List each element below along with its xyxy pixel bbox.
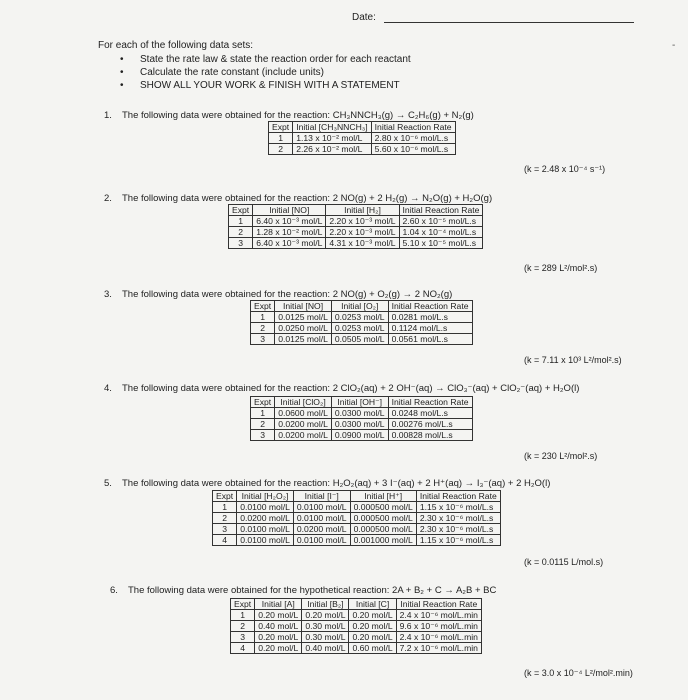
problem-number: 5. bbox=[104, 478, 112, 489]
table-cell: 2.80 x 10⁻⁶ mol/L.s bbox=[371, 133, 455, 144]
table-cell: 2.26 x 10⁻² mol/L bbox=[293, 144, 371, 155]
table-cell: 1.04 x 10⁻⁴ mol/L.s bbox=[399, 227, 483, 238]
table-row bbox=[229, 216, 483, 227]
header-cell: Initial [CH₃NNCH₃] bbox=[293, 122, 371, 133]
table-row bbox=[269, 144, 456, 155]
header-cell: Initial [C] bbox=[349, 599, 396, 610]
problem-1-statement bbox=[104, 110, 474, 121]
table-cell: 0.0100 mol/L bbox=[237, 502, 294, 513]
table-header-row bbox=[251, 397, 473, 408]
problem-text: The following data were obtained for the hypothetical reaction: 2A + B₂ + C → A₂B + BC bbox=[128, 585, 497, 596]
table-cell: 2 bbox=[251, 323, 275, 334]
table-cell: 0.20 mol/L bbox=[255, 610, 302, 621]
table-cell: 1.15 x 10⁻⁶ mol/L.s bbox=[416, 535, 500, 546]
table-cell: 3 bbox=[251, 334, 275, 345]
header-cell: Initial [B₂] bbox=[302, 599, 349, 610]
table-cell: 0.0300 mol/L bbox=[331, 408, 388, 419]
table-cell: 0.0200 mol/L bbox=[293, 524, 350, 535]
instruction-item: • SHOW ALL YOUR WORK & FINISH WITH A STATEMENT bbox=[120, 79, 411, 92]
header-cell: Initial [OH⁻] bbox=[331, 397, 388, 408]
date-line bbox=[384, 22, 634, 23]
header-cell: Initial [H₂] bbox=[326, 205, 399, 216]
problem-text: The following data were obtained for the reaction: 2 NO(g) + O₂(g) → 2 NO₂(g) bbox=[122, 289, 453, 300]
table-cell: 2 bbox=[229, 227, 253, 238]
table-cell: 2.20 x 10⁻³ mol/L bbox=[326, 216, 399, 227]
table-cell: 6.40 x 10⁻³ mol/L bbox=[253, 238, 326, 249]
header-cell: Expt bbox=[231, 599, 255, 610]
table-row bbox=[251, 312, 473, 323]
table-cell: 0.0200 mol/L bbox=[237, 513, 294, 524]
table-row bbox=[251, 323, 473, 334]
instructions-list bbox=[120, 53, 411, 92]
table-row bbox=[231, 643, 482, 654]
table-cell: 2.30 x 10⁻⁶ mol/L.s bbox=[416, 524, 500, 535]
problem-text: The following data were obtained for the reaction: CH₃NNCH₃(g) → C₂H₆(g) + N₂(g) bbox=[122, 110, 474, 121]
table-cell: 0.0600 mol/L bbox=[275, 408, 332, 419]
corner-mark: - bbox=[672, 40, 676, 51]
table-row bbox=[231, 632, 482, 643]
table-cell: 0.000500 mol/L bbox=[350, 513, 416, 524]
table-header-row bbox=[213, 491, 501, 502]
table-cell: 3 bbox=[229, 238, 253, 249]
table-cell: 4.31 x 10⁻³ mol/L bbox=[326, 238, 399, 249]
header-cell: Initial [A] bbox=[255, 599, 302, 610]
problem-2-answer: (k = 289 L²/mol².s) bbox=[524, 263, 598, 273]
table-cell: 0.0248 mol/L.s bbox=[388, 408, 472, 419]
table-cell: 2.60 x 10⁻⁵ mol/L.s bbox=[399, 216, 483, 227]
table-cell: 9.6 x 10⁻⁶ mol/L.min bbox=[396, 621, 481, 632]
table-cell: 0.0253 mol/L bbox=[331, 312, 388, 323]
table-row bbox=[213, 524, 501, 535]
header-cell: Expt bbox=[213, 491, 237, 502]
problem-3-answer: (k = 7.11 x 10³ L²/mol².s) bbox=[524, 355, 622, 365]
table-header-row bbox=[229, 205, 483, 216]
problem-3-table bbox=[250, 300, 473, 345]
table-cell: 1.28 x 10⁻² mol/L bbox=[253, 227, 326, 238]
table-cell: 1 bbox=[213, 502, 237, 513]
table-cell: 0.0900 mol/L bbox=[331, 430, 388, 441]
table-cell: 0.0200 mol/L bbox=[275, 419, 332, 430]
table-cell: 0.20 mol/L bbox=[349, 610, 396, 621]
header-cell: Expt bbox=[229, 205, 253, 216]
table-row bbox=[213, 502, 501, 513]
table-cell: 2 bbox=[213, 513, 237, 524]
table-cell: 1.13 x 10⁻² mol/L bbox=[293, 133, 371, 144]
header-cell: Initial [H₂O₂] bbox=[237, 491, 294, 502]
problem-6-table bbox=[230, 598, 482, 654]
problem-text: The following data were obtained for the reaction: H₂O₂(aq) + 3 I⁻(aq) + 2 H⁺(aq) → I₃⁻(aq) + 2 H₂O(l) bbox=[122, 478, 551, 489]
table-cell: 0.0300 mol/L bbox=[331, 419, 388, 430]
header-cell: Initial Reaction Rate bbox=[399, 205, 483, 216]
problem-4-statement bbox=[104, 383, 579, 394]
table-cell: 1 bbox=[251, 408, 275, 419]
table-cell: 0.001000 mol/L bbox=[350, 535, 416, 546]
table-cell: 2.30 x 10⁻⁶ mol/L.s bbox=[416, 513, 500, 524]
table-cell: 0.0505 mol/L bbox=[331, 334, 388, 345]
table-cell: 3 bbox=[231, 632, 255, 643]
table-cell: 6.40 x 10⁻³ mol/L bbox=[253, 216, 326, 227]
problem-2-table bbox=[228, 204, 483, 249]
table-row bbox=[251, 334, 473, 345]
table-cell: 2.20 x 10⁻³ mol/L bbox=[326, 227, 399, 238]
table-cell: 0.0100 mol/L bbox=[293, 502, 350, 513]
table-cell: 0.0100 mol/L bbox=[293, 535, 350, 546]
header-cell: Expt bbox=[251, 301, 275, 312]
problem-5-table bbox=[212, 490, 501, 546]
header-cell: Initial Reaction Rate bbox=[396, 599, 481, 610]
problem-number: 1. bbox=[104, 110, 112, 121]
table-row bbox=[251, 419, 473, 430]
date-label: Date: bbox=[352, 12, 376, 23]
table-cell: 0.40 mol/L bbox=[255, 621, 302, 632]
table-cell: 0.20 mol/L bbox=[255, 632, 302, 643]
instructions-intro: For each of the following data sets: bbox=[98, 40, 254, 51]
table-cell: 0.0125 mol/L bbox=[275, 312, 332, 323]
table-cell: 0.30 mol/L bbox=[302, 632, 349, 643]
problem-4-answer: (k = 230 L²/mol².s) bbox=[524, 451, 598, 461]
header-cell: Initial [I⁻] bbox=[293, 491, 350, 502]
table-cell: 5.60 x 10⁻⁶ mol/L.s bbox=[371, 144, 455, 155]
table-cell: 0.20 mol/L bbox=[255, 643, 302, 654]
table-cell: 0.00828 mol/L.s bbox=[388, 430, 472, 441]
header-cell: Initial Reaction Rate bbox=[388, 397, 472, 408]
header-cell: Initial [O₂] bbox=[331, 301, 388, 312]
table-cell: 0.0100 mol/L bbox=[237, 535, 294, 546]
header-cell: Initial [NO] bbox=[275, 301, 332, 312]
table-cell: 0.0125 mol/L bbox=[275, 334, 332, 345]
header-cell: Initial Reaction Rate bbox=[371, 122, 455, 133]
table-cell: 0.20 mol/L bbox=[349, 621, 396, 632]
table-cell: 0.0253 mol/L bbox=[331, 323, 388, 334]
table-cell: 7.2 x 10⁻⁶ mol/L.min bbox=[396, 643, 481, 654]
problem-number: 6. bbox=[110, 585, 118, 596]
header-cell: Initial [NO] bbox=[253, 205, 326, 216]
problem-2-statement bbox=[104, 193, 492, 204]
problem-number: 2. bbox=[104, 193, 112, 204]
table-cell: 0.000500 mol/L bbox=[350, 502, 416, 513]
instruction-item: • Calculate the rate constant (include units) bbox=[120, 66, 411, 79]
table-cell: 3 bbox=[251, 430, 275, 441]
header-cell: Expt bbox=[269, 122, 293, 133]
table-row bbox=[213, 535, 501, 546]
table-cell: 4 bbox=[213, 535, 237, 546]
table-row bbox=[231, 621, 482, 632]
table-header-row bbox=[251, 301, 473, 312]
table-cell: 0.0250 mol/L bbox=[275, 323, 332, 334]
problem-number: 4. bbox=[104, 383, 112, 394]
header-cell: Initial [H⁺] bbox=[350, 491, 416, 502]
table-cell: 2 bbox=[251, 419, 275, 430]
table-row bbox=[251, 430, 473, 441]
instruction-item: • State the rate law & state the reaction order for each reactant bbox=[120, 53, 411, 66]
table-cell: 0.0561 mol/L.s bbox=[388, 334, 472, 345]
table-cell: 2.4 x 10⁻⁶ mol/L.min bbox=[396, 632, 481, 643]
problem-text: The following data were obtained for the reaction: 2 NO(g) + 2 H₂(g) → N₂O(g) + H₂O(g) bbox=[122, 193, 493, 204]
table-cell: 2.4 x 10⁻⁶ mol/L.min bbox=[396, 610, 481, 621]
table-cell: 1 bbox=[251, 312, 275, 323]
table-cell: 1 bbox=[269, 133, 293, 144]
table-cell: 5.10 x 10⁻⁵ mol/L.s bbox=[399, 238, 483, 249]
problem-number: 3. bbox=[104, 289, 112, 300]
problem-6-statement bbox=[110, 585, 496, 596]
problem-5-statement bbox=[104, 478, 550, 489]
table-cell: 1 bbox=[231, 610, 255, 621]
table-cell: 0.30 mol/L bbox=[302, 621, 349, 632]
table-cell: 0.1124 mol/L.s bbox=[388, 323, 472, 334]
problem-5-answer: (k = 0.0115 L/mol.s) bbox=[524, 557, 604, 567]
problem-text: The following data were obtained for the reaction: 2 ClO₂(aq) + 2 OH⁻(aq) → ClO₃⁻(aq) + ClO₂⁻(aq) + H₂O(l) bbox=[122, 383, 580, 394]
table-cell: 0.0100 mol/L bbox=[237, 524, 294, 535]
table-cell: 0.0200 mol/L bbox=[275, 430, 332, 441]
table-row bbox=[213, 513, 501, 524]
problem-1-answer: (k = 2.48 x 10⁻⁴ s⁻¹) bbox=[524, 164, 606, 174]
table-row bbox=[229, 238, 483, 249]
table-cell: 0.20 mol/L bbox=[349, 632, 396, 643]
header-cell: Initial Reaction Rate bbox=[416, 491, 500, 502]
table-cell: 0.000500 mol/L bbox=[350, 524, 416, 535]
table-cell: 2 bbox=[231, 621, 255, 632]
table-cell: 0.40 mol/L bbox=[302, 643, 349, 654]
table-cell: 3 bbox=[213, 524, 237, 535]
table-cell: 1 bbox=[229, 216, 253, 227]
table-cell: 0.60 mol/L bbox=[349, 643, 396, 654]
problem-6-answer: (k = 3.0 x 10⁻⁴ L²/mol².min) bbox=[524, 668, 633, 678]
table-row bbox=[231, 610, 482, 621]
table-row bbox=[229, 227, 483, 238]
table-cell: 4 bbox=[231, 643, 255, 654]
table-cell: 0.20 mol/L bbox=[302, 610, 349, 621]
problem-3-statement bbox=[104, 289, 452, 300]
table-row bbox=[269, 133, 456, 144]
table-cell: 2 bbox=[269, 144, 293, 155]
problem-4-table bbox=[250, 396, 473, 441]
table-cell: 0.0281 mol/L.s bbox=[388, 312, 472, 323]
problem-1-table bbox=[268, 121, 456, 155]
table-header-row bbox=[231, 599, 482, 610]
header-cell: Initial Reaction Rate bbox=[388, 301, 472, 312]
table-header-row bbox=[269, 122, 456, 133]
table-cell: 0.0100 mol/L bbox=[293, 513, 350, 524]
table-cell: 1.15 x 10⁻⁶ mol/L.s bbox=[416, 502, 500, 513]
header-cell: Initial [ClO₂] bbox=[275, 397, 332, 408]
table-row bbox=[251, 408, 473, 419]
table-cell: 0.00276 mol/L.s bbox=[388, 419, 472, 430]
header-cell: Expt bbox=[251, 397, 275, 408]
